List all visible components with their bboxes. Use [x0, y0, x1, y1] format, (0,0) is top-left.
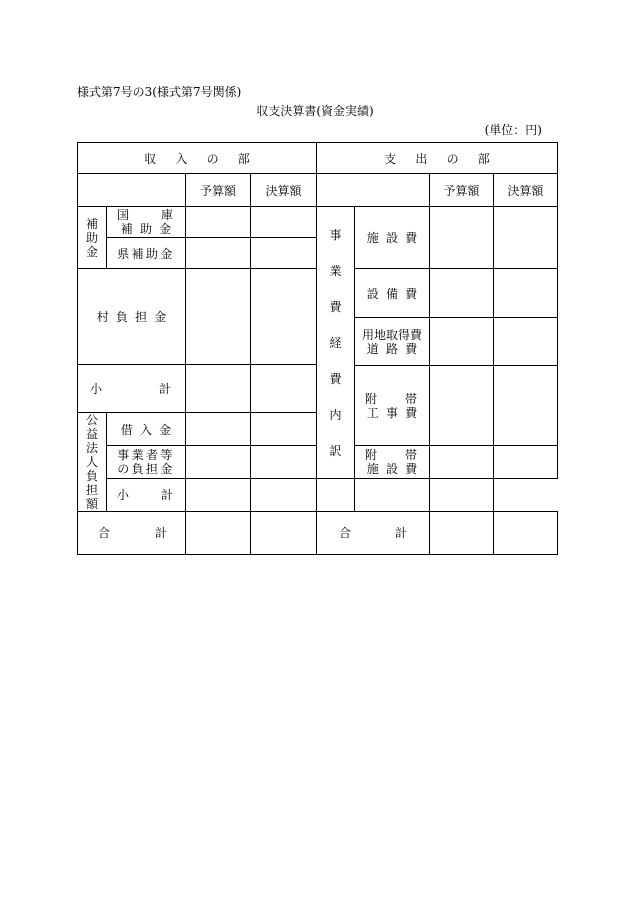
village-burden-label: 村負担金: [78, 269, 186, 365]
facility-cost-budget-cell: [430, 207, 494, 269]
income-total-label: 合 計: [78, 512, 186, 555]
equipment-cost-label: 設備費: [355, 269, 430, 318]
income-subtotal-budget-cell: [186, 365, 251, 413]
income-settlement-header: 決算額: [251, 174, 317, 207]
corp-subtotal-settlement-cell: [251, 479, 317, 512]
land-road-cost-budget-cell: [430, 318, 494, 366]
unit-label: (単位：円): [484, 123, 542, 137]
prefectural-subsidy-label: 県補助金: [107, 238, 186, 269]
village-burden-budget-cell: [186, 269, 251, 365]
expense-total-label: 合 計: [317, 512, 430, 555]
operator-burden-settlement-cell: [251, 446, 317, 479]
expense-total-budget-cell: [430, 512, 494, 555]
subsidy-group-label: 補 助 金: [78, 207, 107, 269]
form-number-label: 様式第7号の3(様式第7号関係): [77, 85, 242, 99]
ancillary-facility-cost-budget-cell: [430, 446, 494, 479]
public-corp-burden-group-label: 公 益 法 人 負 担 額: [78, 413, 107, 512]
expense-blank-settlement-cell: [430, 479, 494, 512]
ancillary-work-cost-label: 附 帯 工事費: [355, 366, 430, 446]
expense-item-header: [317, 174, 430, 207]
facility-cost-label: 施設費: [355, 207, 430, 269]
income-budget-header: 予算額: [186, 174, 251, 207]
land-road-cost-settlement-cell: [494, 318, 558, 366]
corp-subtotal-budget-cell: [186, 479, 251, 512]
expense-budget-header: 予算額: [430, 174, 494, 207]
income-section-header: 収入の部: [78, 143, 317, 174]
prefectural-subsidy-budget-cell: [186, 238, 251, 269]
income-item-header: [78, 174, 186, 207]
settlement-table: [77, 142, 558, 555]
expense-total-settlement-cell: [494, 512, 558, 555]
national-subsidy-budget-cell: [186, 207, 251, 238]
expense-settlement-header: 決算額: [494, 174, 558, 207]
expense-section-header: 支出の部: [317, 143, 558, 174]
corp-subtotal-label: 小 計: [107, 479, 186, 512]
income-subtotal-settlement-cell: [251, 365, 317, 413]
ancillary-facility-cost-label: 附 帯 施設費: [355, 446, 430, 479]
facility-cost-settlement-cell: [494, 207, 558, 269]
expense-blank-label: [317, 479, 355, 512]
village-burden-settlement-cell: [251, 269, 317, 365]
borrowing-label: 借入金: [107, 413, 186, 446]
operator-burden-label: 事業者等 の負担金: [107, 446, 186, 479]
expense-breakdown-group-label: 事 業 費 経 費 内 訳: [317, 207, 355, 479]
ancillary-work-cost-settlement-cell: [494, 366, 558, 446]
income-total-settlement-cell: [251, 512, 317, 555]
borrowing-budget-cell: [186, 413, 251, 446]
ancillary-facility-cost-settlement-cell: [494, 446, 558, 479]
income-subtotal-label: 小 計: [78, 365, 186, 413]
document-title: 収支決算書(資金実績): [256, 104, 374, 118]
national-subsidy-settlement-cell: [251, 207, 317, 238]
borrowing-settlement-cell: [251, 413, 317, 446]
income-total-budget-cell: [186, 512, 251, 555]
equipment-cost-budget-cell: [430, 269, 494, 318]
land-road-cost-label: 用地取得費 道路費: [355, 318, 430, 366]
expense-blank-budget-cell: [355, 479, 430, 512]
operator-burden-budget-cell: [186, 446, 251, 479]
national-subsidy-label: 国 庫 補助金: [107, 207, 186, 238]
ancillary-work-cost-budget-cell: [430, 366, 494, 446]
equipment-cost-settlement-cell: [494, 269, 558, 318]
prefectural-subsidy-settlement-cell: [251, 238, 317, 269]
